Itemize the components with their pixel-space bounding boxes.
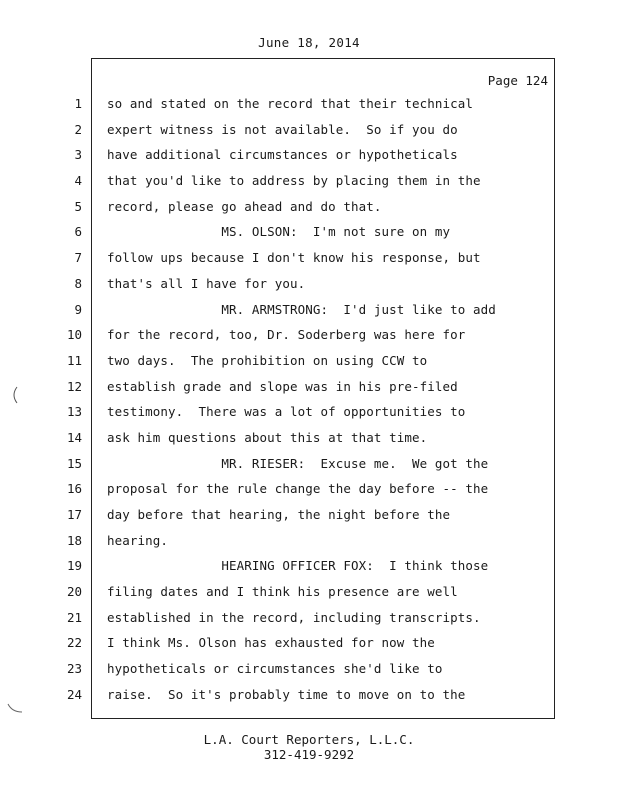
line-number: 14	[66, 429, 82, 445]
transcript-line	[0, 579, 618, 605]
page-number: Page 124	[487, 73, 548, 88]
line-number: 22	[66, 635, 82, 651]
court-reporter-phone: 312-419-9292	[263, 747, 355, 762]
line-number: 18	[66, 532, 82, 548]
page-footer	[0, 732, 618, 762]
line-number: 12	[66, 378, 82, 394]
line-text: that you'd like to address by placing them in the	[107, 173, 481, 189]
line-number: 19	[66, 558, 82, 574]
transcript-line	[0, 682, 618, 708]
transcript-line	[0, 399, 618, 425]
line-number: 2	[74, 121, 82, 137]
line-text: for the record, too, Dr. Soderberg was here for	[107, 327, 466, 343]
line-number: 16	[66, 481, 82, 497]
line-number: 20	[66, 584, 82, 600]
line-number: 3	[74, 147, 82, 163]
bottom-left-margin-mark	[6, 702, 24, 714]
transcript-line	[0, 219, 618, 245]
transcript-line	[0, 117, 618, 143]
line-text: MS. OLSON: I'm not sure on my	[107, 224, 451, 240]
transcript-line	[0, 374, 618, 400]
transcript-line	[0, 451, 618, 477]
transcript-date: June 18, 2014	[258, 35, 360, 50]
line-text: so and stated on the record that their technical	[107, 96, 474, 111]
line-text: MR. ARMSTRONG: I'd just like to add	[107, 301, 496, 317]
line-text: two days. The prohibition on using CCW to	[107, 352, 428, 368]
transcript-line	[0, 476, 618, 502]
line-text: follow ups because I don't know his response, but	[107, 250, 481, 266]
line-number: 15	[66, 455, 82, 471]
transcript-line	[0, 168, 618, 194]
line-text: ask him questions about this at that time.	[107, 429, 428, 445]
line-number: 5	[74, 198, 82, 214]
left-margin-mark	[8, 386, 20, 404]
line-number: 17	[66, 507, 82, 522]
line-number: 21	[66, 609, 82, 625]
line-number: 9	[74, 301, 82, 317]
line-text: record, please go ahead and do that.	[107, 198, 382, 214]
line-text: establish grade and slope was in his pre-filed	[107, 378, 458, 394]
line-number: 7	[74, 250, 82, 266]
line-number: 13	[66, 404, 82, 420]
line-number: 1	[74, 96, 82, 111]
line-number: 24	[66, 686, 82, 702]
transcript-lines	[0, 91, 618, 708]
transcript-line	[0, 630, 618, 656]
transcript-line	[0, 142, 618, 168]
transcript-line	[0, 348, 618, 374]
transcript-line	[0, 656, 618, 682]
line-number: 6	[74, 224, 82, 240]
transcript-line	[0, 322, 618, 348]
line-number: 8	[74, 275, 82, 291]
line-number: 11	[66, 352, 82, 368]
transcript-line	[0, 194, 618, 220]
line-text: hearing.	[107, 532, 169, 548]
line-text: have additional circumstances or hypotheticals	[107, 147, 458, 163]
court-reporter-name: L.A. Court Reporters, L.L.C.	[203, 732, 415, 747]
line-text: I think Ms. Olson has exhausted for now the	[107, 635, 435, 651]
transcript-line	[0, 91, 618, 117]
line-text: raise. So it's probably time to move on to the	[107, 686, 466, 702]
line-text: HEARING OFFICER FOX: I think those	[107, 558, 489, 574]
transcript-line	[0, 297, 618, 323]
line-text: hypotheticals or circumstances she'd like to	[107, 661, 443, 677]
line-text: that's all I have for you.	[107, 275, 306, 291]
line-text: MR. RIESER: Excuse me. We got the	[107, 455, 489, 471]
line-number: 10	[66, 327, 82, 343]
transcript-line	[0, 425, 618, 451]
transcript-line	[0, 245, 618, 271]
line-text: filing dates and I think his presence are well	[107, 584, 458, 600]
transcript-line	[0, 553, 618, 579]
line-text: expert witness is not available. So if you do	[107, 121, 458, 137]
line-number: 23	[66, 661, 82, 677]
line-number: 4	[74, 173, 82, 189]
line-text: testimony. There was a lot of opportunities to	[107, 404, 466, 420]
line-text: established in the record, including transcripts.	[107, 609, 481, 625]
transcript-line	[0, 271, 618, 297]
transcript-line	[0, 528, 618, 554]
transcript-line	[0, 502, 618, 528]
line-text: proposal for the rule change the day before -- the	[107, 481, 489, 497]
line-text: day before that hearing, the night before the	[107, 507, 451, 522]
transcript-line	[0, 605, 618, 631]
